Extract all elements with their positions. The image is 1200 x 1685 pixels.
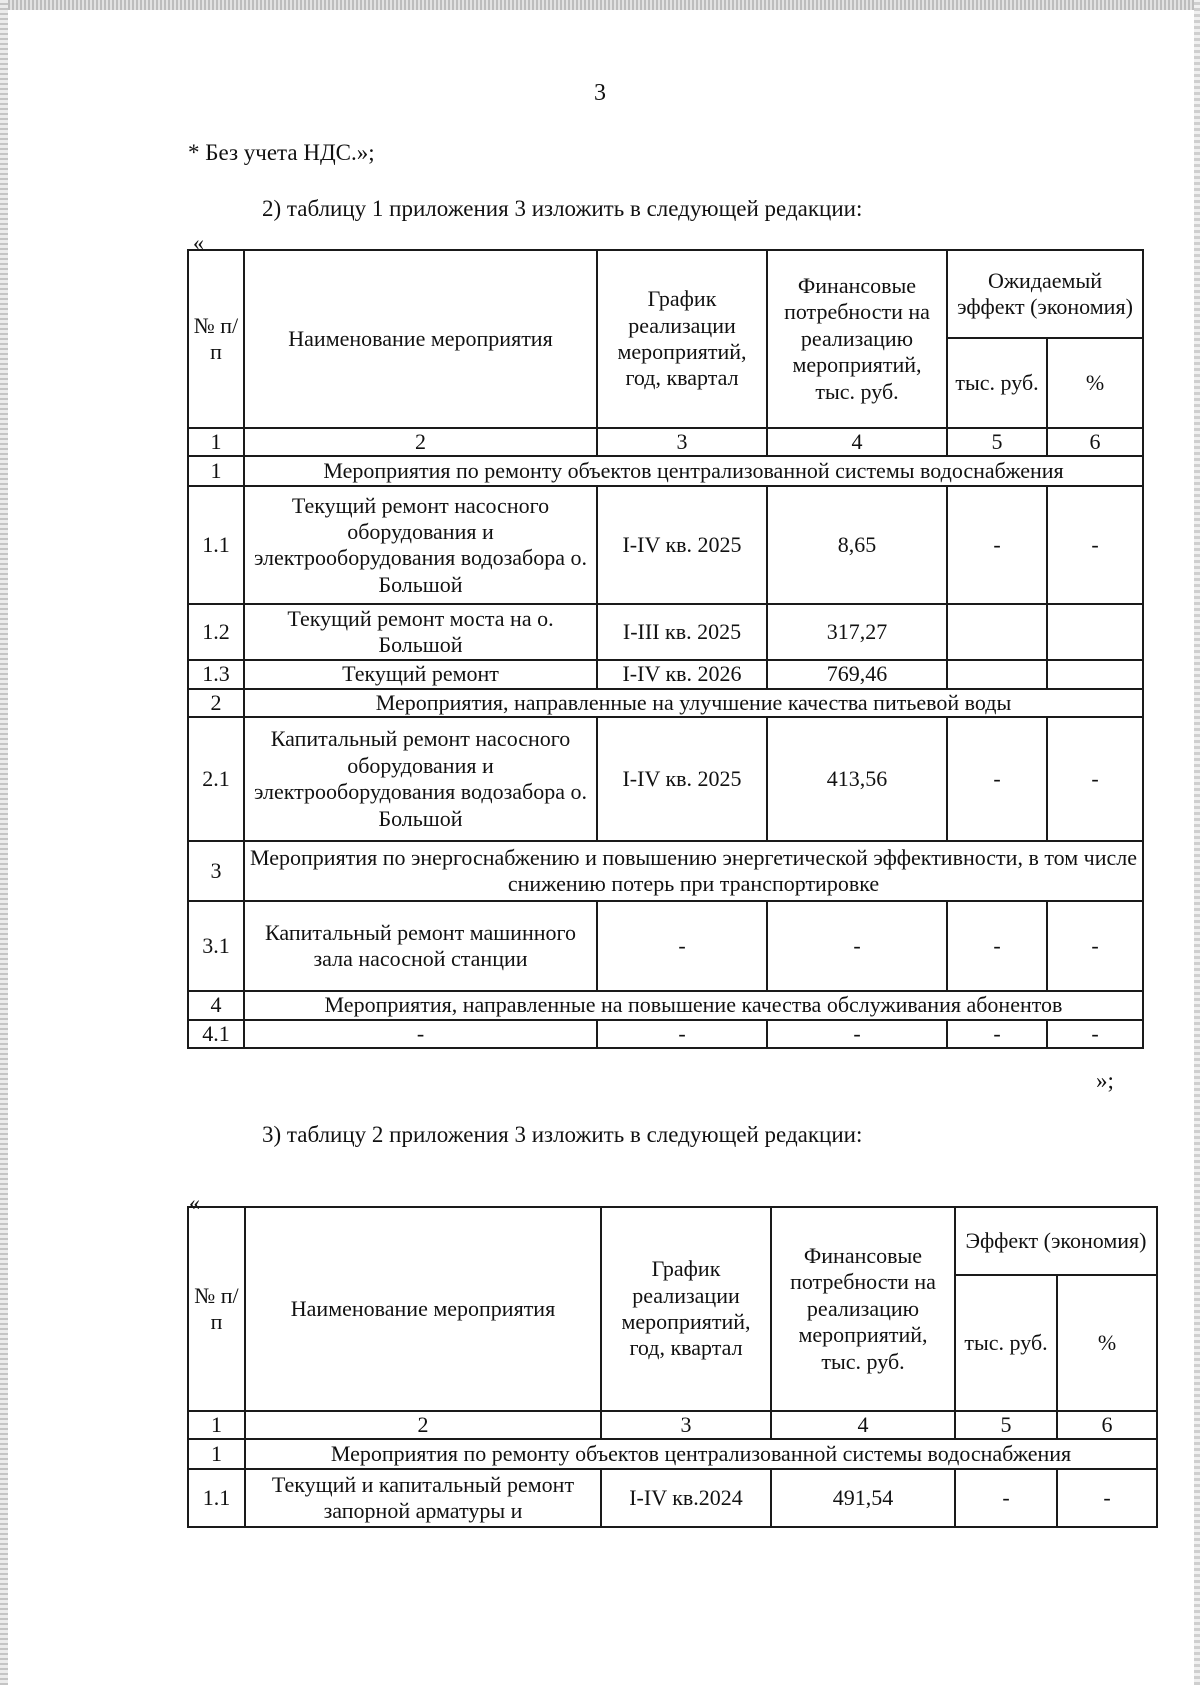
header-effect: Эффект (экономия)	[955, 1207, 1157, 1275]
row-schedule: -	[597, 1020, 767, 1048]
row-finance: 317,27	[767, 604, 947, 660]
header-effect-pct: %	[1057, 1275, 1157, 1411]
row-finance: 769,46	[767, 660, 947, 688]
row-effect-rub	[947, 604, 1047, 660]
col-number: 1	[188, 428, 244, 456]
row-effect-rub: -	[955, 1469, 1057, 1527]
row-name: Капитальный ремонт машинного зала насосной станции	[244, 901, 597, 991]
table-1	[187, 249, 1144, 1049]
row-name: -	[244, 1020, 597, 1048]
section-title: Мероприятия, направленные на повышение качества обслуживания абонентов	[244, 991, 1143, 1019]
table-row	[188, 1020, 1143, 1048]
column-numbers-row	[188, 1411, 1157, 1439]
row-num: 1.1	[188, 486, 244, 604]
col-number: 4	[767, 428, 947, 456]
table-row	[188, 717, 1143, 841]
col-number: 1	[188, 1411, 245, 1439]
col-number: 2	[245, 1411, 601, 1439]
page-number: 3	[594, 80, 606, 106]
table-2	[187, 1206, 1158, 1528]
row-effect-pct: -	[1047, 486, 1143, 604]
header-num: № п/п	[188, 1207, 245, 1411]
quote-open: «	[193, 230, 204, 255]
scan-edge-top	[0, 0, 1200, 10]
row-finance: -	[767, 1020, 947, 1048]
header-name: Наименование мероприятия	[244, 250, 597, 428]
col-number: 4	[771, 1411, 955, 1439]
row-effect-rub: -	[947, 1020, 1047, 1048]
section-title: Мероприятия по ремонту объектов централизованной системы водоснабжения	[244, 456, 1143, 486]
header-num: № п/п	[188, 250, 244, 428]
column-numbers-row	[188, 428, 1143, 456]
row-effect-pct	[1047, 604, 1143, 660]
table-row	[188, 1469, 1157, 1527]
row-effect-pct: -	[1057, 1469, 1157, 1527]
row-num: 2.1	[188, 717, 244, 841]
scan-edge-left	[0, 0, 8, 1685]
col-number: 6	[1047, 428, 1143, 456]
section-row	[188, 991, 1143, 1019]
instruction-table-2: 3) таблицу 2 приложения 3 изложить в следующей редакции:	[262, 1122, 863, 1147]
col-number: 3	[601, 1411, 771, 1439]
section-title: Мероприятия по ремонту объектов централизованной системы водоснабжения	[245, 1439, 1157, 1469]
row-finance: 491,54	[771, 1469, 955, 1527]
section-num: 3	[188, 841, 244, 901]
row-finance: -	[767, 901, 947, 991]
section-num: 2	[188, 689, 244, 717]
header-schedule: График реализации мероприятий, год, квартал	[597, 250, 767, 428]
table-row	[188, 660, 1143, 688]
header-finance: Финансовые потребности на реализацию мероприятий, тыс. руб.	[771, 1207, 955, 1411]
header-effect-rub: тыс. руб.	[955, 1275, 1057, 1411]
row-finance: 413,56	[767, 717, 947, 841]
row-finance: 8,65	[767, 486, 947, 604]
section-row	[188, 841, 1143, 901]
row-num: 1.3	[188, 660, 244, 688]
quote-close: »;	[1096, 1068, 1114, 1093]
row-schedule: I-III кв. 2025	[597, 604, 767, 660]
table-row	[188, 901, 1143, 991]
row-name: Текущий и капитальный ремонт запорной арматуры и	[245, 1469, 601, 1527]
header-effect-pct: %	[1047, 338, 1143, 428]
vat-note: * Без учета НДС.»;	[188, 140, 375, 165]
header-schedule: График реализации мероприятий, год, квартал	[601, 1207, 771, 1411]
row-name: Текущий ремонт насосного оборудования и электрооборудования водозабора о. Большой	[244, 486, 597, 604]
row-schedule: I-IV кв. 2025	[597, 717, 767, 841]
header-name: Наименование мероприятия	[245, 1207, 601, 1411]
row-name: Текущий ремонт	[244, 660, 597, 688]
row-effect-rub: -	[947, 717, 1047, 841]
row-effect-rub: -	[947, 901, 1047, 991]
row-num: 1.2	[188, 604, 244, 660]
row-effect-pct: -	[1047, 1020, 1143, 1048]
row-schedule: I-IV кв.2024	[601, 1469, 771, 1527]
section-num: 4	[188, 991, 244, 1019]
row-schedule: I-IV кв. 2025	[597, 486, 767, 604]
instruction-table-1: 2) таблицу 1 приложения 3 изложить в следующей редакции:	[262, 196, 863, 221]
row-schedule: -	[597, 901, 767, 991]
header-effect: Ожидаемый эффект (экономия)	[947, 250, 1143, 338]
header-effect-rub: тыс. руб.	[947, 338, 1047, 428]
row-num: 1.1	[188, 1469, 245, 1527]
row-effect-pct: -	[1047, 717, 1143, 841]
section-num: 1	[188, 456, 244, 486]
header-finance: Финансовые потребности на реализацию мероприятий, тыс. руб.	[767, 250, 947, 428]
row-schedule: I-IV кв. 2026	[597, 660, 767, 688]
section-num: 1	[188, 1439, 245, 1469]
section-title: Мероприятия, направленные на улучшение качества питьевой воды	[244, 689, 1143, 717]
col-number: 5	[955, 1411, 1057, 1439]
scan-edge-right	[1194, 0, 1200, 1685]
row-name: Капитальный ремонт насосного оборудования и электрооборудования водозабора о. Большой	[244, 717, 597, 841]
row-effect-rub: -	[947, 486, 1047, 604]
row-effect-rub	[947, 660, 1047, 688]
section-row	[188, 1439, 1157, 1469]
row-name: Текущий ремонт моста на о. Большой	[244, 604, 597, 660]
quote-open: «	[189, 1190, 200, 1215]
table-row	[188, 486, 1143, 604]
row-num: 4.1	[188, 1020, 244, 1048]
row-num: 3.1	[188, 901, 244, 991]
col-number: 3	[597, 428, 767, 456]
table-row	[188, 604, 1143, 660]
section-title: Мероприятия по энергоснабжению и повышению энергетической эффективности, в том числе снижению потерь при транспортировке	[244, 841, 1143, 901]
col-number: 5	[947, 428, 1047, 456]
row-effect-pct: -	[1047, 901, 1143, 991]
section-row	[188, 456, 1143, 486]
col-number: 2	[244, 428, 597, 456]
section-row	[188, 689, 1143, 717]
row-effect-pct	[1047, 660, 1143, 688]
col-number: 6	[1057, 1411, 1157, 1439]
